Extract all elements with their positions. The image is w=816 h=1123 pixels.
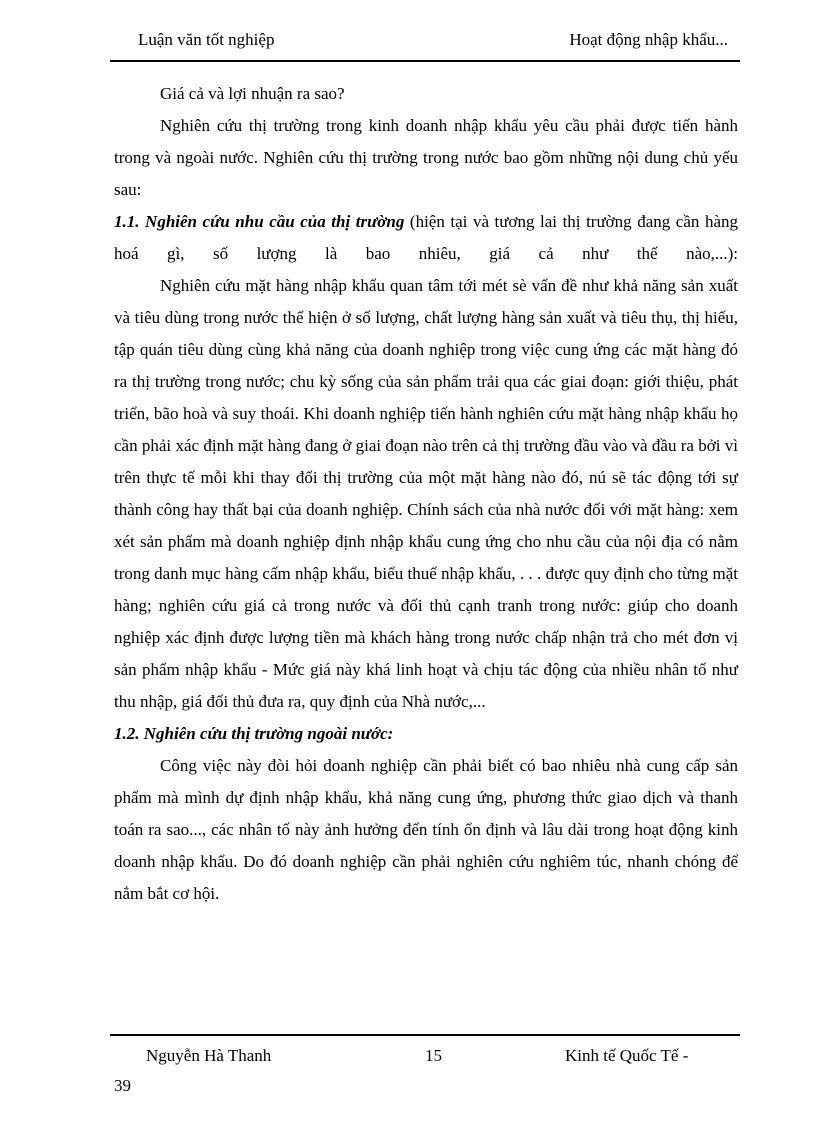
section-1-1-heading: 1.1. Nghiên cứu nhu cầu của thị trường: [114, 212, 405, 231]
footer-department: Kinh tế Quốc Tế -: [565, 1046, 689, 1065]
paragraph-import-goods: Nghiên cứu mặt hàng nhập khẩu quan tâm tới mét sè vấn đề như khả năng sản xuất và tiêu dùng trong nước thể hiện ở số lượng, chất lượng hàng sản xuất và tiêu thụ, thị hiếu, tập quán tiêu dùng cùng khả năng của doanh nghiệp trong việc cung ứng các mặt hàng đó ra thị trường trong nước; chu kỳ sống của sản phẩm trải qua các giai đoạn: giới thiệu, phát triển, bão hoà và suy thoái. Khi doanh nghiệp tiến hành nghiên cứu mặt hàng nhập khẩu họ cần phải xác định mặt hàng đang ở giai đoạn nào trên cả thị trường đầu vào và đầu ra bởi vì trên thực tế mỗi khi thay đổi thị trường của một mặt hàng nào đó, nú sẽ tác động tới sự thành công hay thất bại của doanh nghiệp. Chính sách của nhà nước đối với mặt hàng: xem xét sản phẩm mà doanh nghiệp định nhập khẩu cung ứng cho nhu cầu của nội địa có nằm trong danh mục hàng cấm nhập khẩu, biểu thuế nhập khẩu, . . . được quy định cho từng mặt hàng; nghiên cứu giá cả trong nước và đối thủ cạnh tranh trong nước: giúp cho doanh nghiệp xác định được lượng tiền mà khách hàng trong nước chấp nhận trả cho mét đơn vị sản phẩm nhập khẩu - Mức giá này khá linh hoạt và chịu tác động của nhiều nhân tố như thu nhập, giá đối thủ đưa ra, quy định của Nhà nước,...: [114, 276, 738, 711]
footer-department-continued: 39: [114, 1076, 131, 1095]
paragraph-foreign-market: Công việc này đòi hỏi doanh nghiệp cần phải biết có bao nhiêu nhà cung cấp sản phẩm mà mình dự định nhập khẩu, khả năng cung ứng, phương thức giao dịch và thanh toán ra sao..., các nhân tố này ảnh hưởng đến tính ổn định và lâu dài trong hoạt động kinh doanh nhập khẩu. Do đó doanh nghiệp cần phải nghiên cứu nghiêm túc, nhanh chóng để nắm bắt cơ hội.: [114, 756, 738, 903]
document-body: [114, 78, 738, 910]
footer-divider: [110, 1034, 740, 1036]
paragraph-market-research: Nghiên cứu thị trường trong kinh doanh nhập khẩu yêu cầu phải được tiến hành trong và ngoài nước. Nghiên cứu thị trường trong nước bao gồm những nội dung chủ yếu sau:: [114, 116, 738, 199]
page-number: 15: [425, 1046, 442, 1065]
header-title-left: Luận văn tốt nghiệp: [138, 30, 275, 49]
section-1-2-heading: 1.2. Nghiên cứu thị trường ngoài nước:: [114, 724, 394, 743]
section-1-1: [114, 206, 738, 270]
footer-author: Nguyễn Hà Thanh: [146, 1046, 272, 1065]
header-title-right: Hoạt động nhập khẩu...: [569, 30, 728, 49]
section-1-1-subtitle: (hiện tại và tương lai thị trường đang cần hàng hoá gì, số lượng là bao nhiêu, giá cả như thế nào,...):: [114, 212, 738, 263]
paragraph-intro-question: Giá cả và lợi nhuận ra sao?: [160, 84, 345, 103]
page-header: [110, 28, 740, 62]
